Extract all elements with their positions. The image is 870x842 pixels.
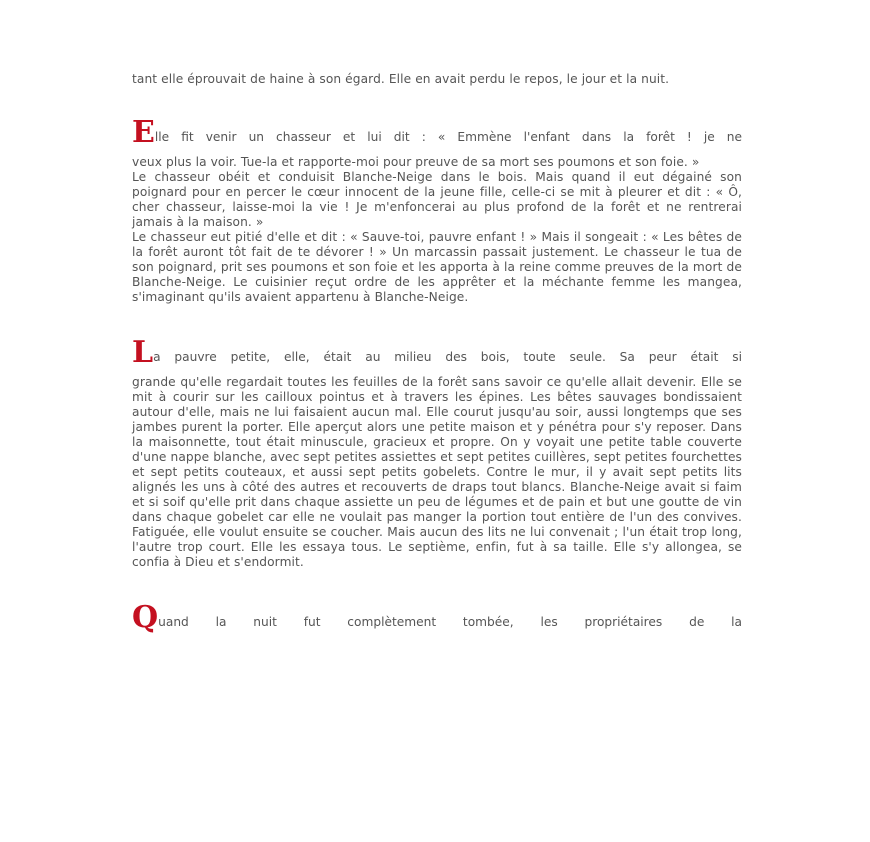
paragraph-3 <box>132 600 742 635</box>
drop-cap-letter: E <box>132 115 155 150</box>
intro-paragraph: tant elle éprouvait de haine à son égard. Elle en avait perdu le repos, le jour et la nuit. <box>132 72 670 86</box>
drop-cap-letter: Q <box>132 600 159 635</box>
paragraph-3-first-line <box>132 600 742 635</box>
first-line-text: a pauvre petite, elle, était au milieu des bois, toute seule. Sa peur était si <box>153 350 742 364</box>
paragraph-1-first-line <box>132 115 742 150</box>
paragraph-2 <box>132 335 742 570</box>
paragraph-2-first-line <box>132 335 742 370</box>
paragraph-1 <box>132 115 742 305</box>
paragraph-2-body: grande qu'elle regardait toutes les feuilles de la forêt sans savoir ce qu'elle allait devenir. Elle se mit à courir sur les cailloux pointus et à travers les épines. Les bêtes sauvages bondissaient autour d'elle, mais ne lui faisaient aucun mal. Elle courut jusqu'au soir, aussi longtemps que ses jambes purent la porter. Elle aperçut alors une petite maison et y pénétra pour s'y reposer. Dans la maisonnette, tout était minuscule, gracieux et propre. On y voyait une petite table couverte d'une nappe blanche, avec sept petites assiettes et sept petites cuillères, sept petites fourchettes et sept petits couteaux, et aussi sept petits gobelets. Contre le mur, il y avait sept petits lits alignés les uns à côté des autres et recouverts de draps tout blancs. Blanche-Neige avait si faim et si soif qu'elle prit dans chaque assiette un peu de légumes et de pain et but une goutte de vin dans chaque gobelet car elle ne voulait pas manger la portion tout entière de l'un des convives. Fatiguée, elle voulut ensuite se coucher. Mais aucun des lits ne lui convenait ; l'un était trop long, l'autre trop court. Elle les essaya tous. Le septième, enfin, fut à sa taille. Elle s'y allongea, se confia à Dieu et s'endormit. <box>132 375 742 569</box>
paragraph-1-body: veux plus la voir. Tue-la et rapporte-moi pour preuve de sa mort ses poumons et son foie. » Le chasseur obéit et conduisit Blanche-Neige dans le bois. Mais quand il eut dégainé son poignard pour en percer le cœur innocent de la jeune fille, celle-ci se mit à pleurer et dit : « Ô, cher chasseur, laisse-moi la vie ! Je m'enfoncerai au plus profond de la forêt et ne rentrerai jamais à la maison. » Le chasseur eut pitié d'elle et dit : « Sauve-toi, pauvre enfant ! » Mais il songeait : « Les bêtes de la forêt auront tôt fait de te dévorer ! » Un marcassin passait justement. Le chasseur le tua de son poignard, prit ses poumons et son foie et les apporta à la reine comme preuves de la mort de Blanche-Neige. Le cuisinier reçut ordre de les apprêter et la méchante femme les mangea, s'imaginant qu'ils avaient appartenu à Blanche-Neige. <box>132 155 742 304</box>
document-page <box>132 72 742 666</box>
first-line-text: lle fit venir un chasseur et lui dit : « Emmène l'enfant dans la forêt ! je ne <box>154 130 742 144</box>
first-line-text: uand la nuit fut complètement tombée, les propriétaires de la <box>158 615 742 629</box>
drop-cap-letter: L <box>132 335 154 370</box>
